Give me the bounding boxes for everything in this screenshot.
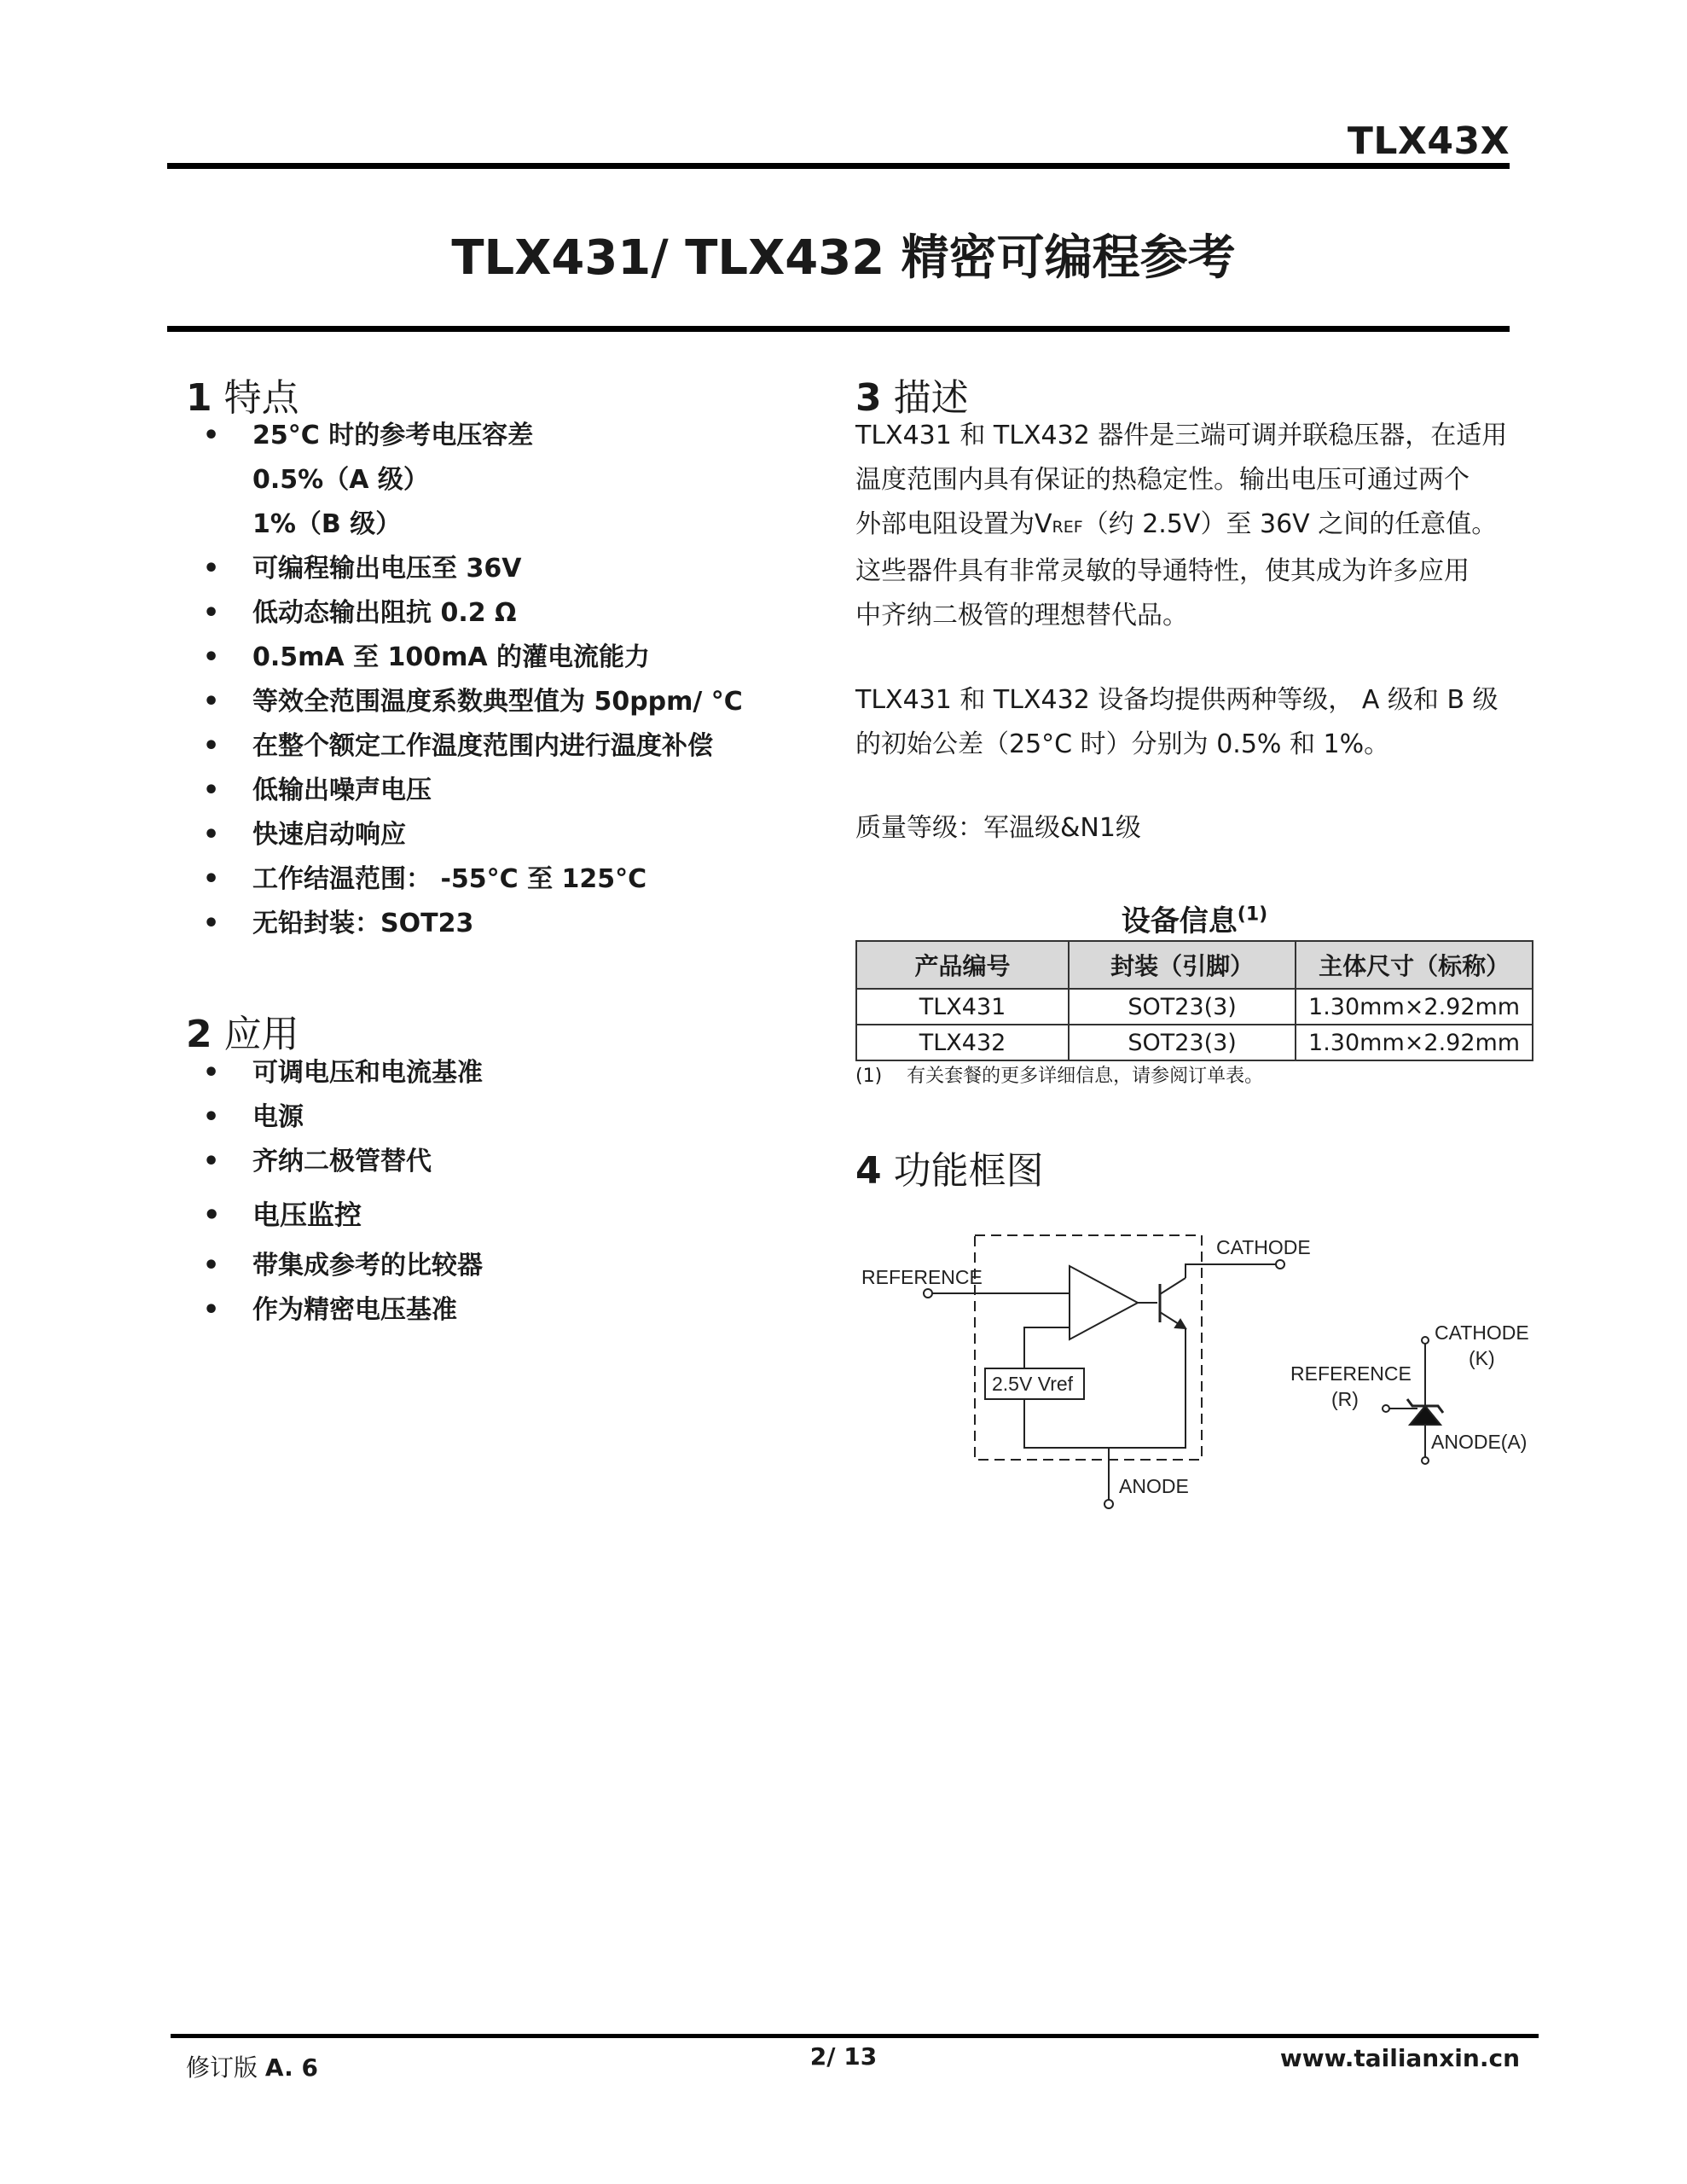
- symbol-reference-label: REFERENCE: [1290, 1362, 1412, 1385]
- footnote-text: 有关套餐的更多详细信息，请参阅订单表。: [907, 1066, 1264, 1087]
- cathode-wire: [1186, 1264, 1276, 1278]
- vref-suffix: （约 2.5V）至 36V 之间的任意值。: [1082, 509, 1498, 539]
- vref-prefix: 外部电阻设置为V: [855, 509, 1052, 539]
- opamp-icon: [1070, 1266, 1138, 1339]
- features-number: 1: [186, 376, 212, 420]
- list-item: • 带集成参考的比较器: [186, 1244, 483, 1288]
- symbol-anode-pin: [1422, 1457, 1429, 1464]
- page-number: 2/ 13: [809, 2042, 878, 2071]
- footnote-number: (1): [855, 1066, 883, 1087]
- symbol-r-label: (R): [1331, 1388, 1359, 1410]
- symbol-cathode-pin: [1422, 1337, 1429, 1344]
- features-title: 特点: [223, 376, 299, 420]
- table-cell: 1.30mm×2.92mm: [1296, 1025, 1533, 1060]
- list-item: • 在整个额定工作温度范围内进行温度补偿: [186, 724, 743, 769]
- reference-label: REFERENCE: [861, 1266, 983, 1288]
- list-item: 0.5%（A 级）: [252, 465, 429, 495]
- anode-pin: [1104, 1500, 1113, 1508]
- cathode-pin: [1276, 1260, 1284, 1269]
- list-item: • 电源: [186, 1095, 483, 1140]
- symbol-reference-pin: [1383, 1405, 1389, 1412]
- transistor-collector: [1160, 1278, 1186, 1294]
- list-item: • 低动态输出阻抗 0.2 Ω: [186, 591, 743, 636]
- list-item: • 齐纳二极管替代: [186, 1140, 483, 1189]
- revision-label: 修订版: [186, 2053, 258, 2082]
- list-item: • 低输出噪声电压: [186, 769, 743, 813]
- list-item: • 电压监控: [186, 1189, 483, 1244]
- column-header: 封装（引脚）: [1069, 941, 1296, 989]
- description-title: 描述: [893, 376, 969, 420]
- symbol-k-label: (K): [1469, 1347, 1495, 1369]
- page-title: TLX431/ TLX432 精密可编程参考: [451, 230, 1236, 286]
- text-line: 温度范围内具有保证的热稳定性。输出电压可通过两个: [855, 465, 1470, 495]
- vref-subscript: REF: [1052, 518, 1083, 537]
- symbol-anode-label: ANODE(A): [1431, 1431, 1528, 1453]
- column-header: 产品编号: [856, 941, 1069, 989]
- text-line: 这些器件具有非常灵敏的导通特性，使其成为许多应用: [855, 556, 1470, 586]
- description-number: 3: [855, 376, 882, 420]
- list-item: 1%（B 级）: [252, 509, 402, 539]
- cathode-label: CATHODE: [1216, 1236, 1311, 1258]
- symbol-cathode-label: CATHODE: [1435, 1321, 1529, 1344]
- device-info-title-text: 设备信息: [1121, 904, 1238, 938]
- table-cell: SOT23(3): [1069, 1025, 1296, 1060]
- list-item: • 0.5mA 至 100mA 的灌电流能力: [186, 636, 743, 680]
- list-item: • 可调电压和电流基准: [186, 1051, 483, 1095]
- text-line: TLX431 和 TLX432 设备均提供两种等级， A 级和 B 级: [855, 685, 1499, 715]
- table-cell: TLX432: [856, 1025, 1069, 1060]
- text-line: 的初始公差（25°C 时）分别为 0.5% 和 1%。: [855, 729, 1390, 759]
- list-item: • 工作结温范围： -55°C 至 125°C: [186, 857, 743, 902]
- column-header: 主体尺寸（标称）: [1296, 941, 1533, 989]
- table-cell: SOT23(3): [1069, 989, 1296, 1025]
- table-cell: 1.30mm×2.92mm: [1296, 989, 1533, 1025]
- block-diagram-title: 功能框图: [893, 1149, 1044, 1193]
- list-item: • 快速启动响应: [186, 813, 743, 857]
- part-number: TLX43X: [1347, 119, 1510, 163]
- text-line: 中齐纳二极管的理想替代品。: [855, 601, 1188, 630]
- list-item: • 可编程输出电压至 36V: [186, 547, 743, 591]
- emitter-arrow-icon: [1175, 1320, 1186, 1328]
- list-item: • 作为精密电压基准: [186, 1288, 483, 1333]
- block-diagram-number: 4: [855, 1149, 882, 1193]
- device-info-title-note: (1): [1237, 903, 1268, 926]
- footer-rule: [171, 2034, 1539, 2038]
- text-line: TLX431 和 TLX432 器件是三端可调并联稳压器，在适用: [855, 421, 1508, 450]
- anode-label: ANODE: [1119, 1475, 1189, 1497]
- applications-number: 2: [186, 1013, 212, 1056]
- vref-label: 2.5V Vref: [992, 1373, 1074, 1395]
- device-boundary: [975, 1235, 1202, 1460]
- website-link[interactable]: www.tailianxin.cn: [1279, 2044, 1520, 2072]
- applications-title: 应用: [223, 1013, 299, 1056]
- reference-pin: [924, 1289, 932, 1298]
- table-cell: TLX431: [856, 989, 1069, 1025]
- list-item: • 等效全范围温度系数典型值为 50ppm/ °C: [186, 680, 743, 724]
- text-line: 质量等级：军温级&N1级: [855, 813, 1141, 843]
- revision-value: A. 6: [264, 2053, 318, 2082]
- list-item: • 25°C 时的参考电压容差: [186, 414, 743, 458]
- list-item: • 无铅封装：SOT23: [186, 902, 743, 946]
